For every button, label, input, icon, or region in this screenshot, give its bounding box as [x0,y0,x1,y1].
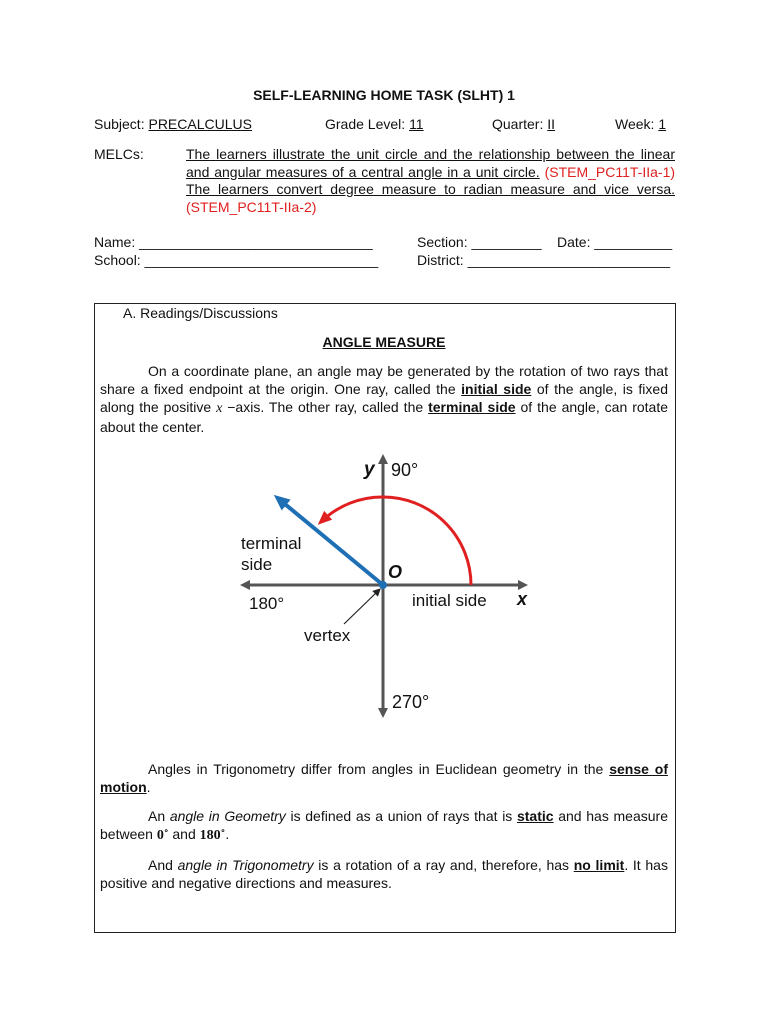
melc-1-code: (STEM_PC11T-IIa-1) [544,163,676,180]
label-180-degrees: 180° [249,594,285,613]
melc-2-text: The learners convert degree measure to radian measure and vice versa. [186,181,675,197]
p3-text-c: and has measure between [100,808,668,842]
vertex-pointer [344,591,378,624]
y-axis-label: y [364,459,375,480]
p2-text-b: . [146,779,151,795]
district-blank[interactable]: __________________________ [467,252,671,268]
static-term: static [516,808,554,824]
angle-in-trigonometry-term: angle in Trigonometry [177,857,314,873]
angle-in-geometry-term: angle in Geometry [169,808,286,824]
p3-text-a: An [148,808,170,824]
district-label: District: [417,252,464,268]
p4-text-a: And [148,857,178,873]
vertex-label: vertex [304,626,351,645]
date-blank[interactable]: __________ [594,234,673,250]
initial-side-term: initial side [461,381,532,397]
one-eighty-degrees: 180˚ [199,828,226,843]
grade-value: 11 [409,116,424,132]
p1-text-d: of the angle, can rotate about the center. [100,399,669,435]
label-270-degrees: 270° [392,692,430,712]
week-label: Week: [615,116,655,132]
date-label: Date: [557,234,591,250]
label-90-degrees: 90° [391,460,419,480]
section-label: Section: [417,234,468,250]
p4-text-b: is a rotation of a ray and, therefore, has [313,857,574,873]
section-heading: A. Readings/Discussions [123,305,278,321]
melc-2-code: (STEM_PC11T-IIa-2) [186,198,317,215]
name-blank[interactable]: ______________________________ [139,234,373,250]
paragraph-4 [100,856,668,892]
quarter-value: II [547,116,556,132]
section-blank[interactable]: _________ [471,234,542,250]
origin-label: O [388,562,403,582]
x-axis-label: x [517,589,528,609]
topic-heading: ANGLE MEASURE [322,334,446,350]
quarter-label: Quarter: [492,116,544,132]
sense-of-motion-term: sense of motion [100,761,668,795]
p1-text-c: −axis. The other ray, called the [222,399,429,415]
school-blank[interactable]: ______________________________ [144,252,379,268]
p3-text-b: is defined as a union of rays that is [285,808,517,824]
paragraph-3 [100,807,668,845]
no-limit-term: no limit [573,857,625,873]
week-value: 1 [658,116,667,132]
p1-text-a: On a coordinate plane, an angle may be generated by the rotation of two rays that share a fixed endpoint at the origin. One ray, called the [100,363,668,397]
p2-text-a: Angles in Trigonometry differ from angles in Euclidean geometry in the [148,761,610,777]
p4-text-c: . It has positive and negative directions and measures. [100,857,668,891]
melc-1-text: The learners illustrate the unit circle and the relationship between the linear and angular measures of a central angle in a unit circle. [186,146,675,180]
p1-x-var: x [216,401,223,416]
subject-label: Subject: [94,116,145,132]
zero-degrees: 0˚ [156,828,169,843]
melcs-label: MELCs: [94,146,144,162]
name-label: Name: [94,234,136,250]
p3-and: and [168,826,200,842]
terminal-label-2: side [241,555,273,574]
initial-side-label: initial side [412,591,487,610]
origin-point [379,581,387,589]
page-title: SELF-LEARNING HOME TASK (SLHT) 1 [253,87,515,103]
terminal-side-term: terminal side [428,399,516,415]
grade-label: Grade Level: [325,116,406,132]
p3-text-d: . [225,826,230,842]
paragraph-2 [100,760,668,796]
p1-text-b: of the angle, is fixed along the positive [100,381,668,415]
subject-value: PRECALCULUS [148,116,252,132]
school-label: School: [94,252,141,268]
terminal-label-1: terminal [241,534,302,553]
